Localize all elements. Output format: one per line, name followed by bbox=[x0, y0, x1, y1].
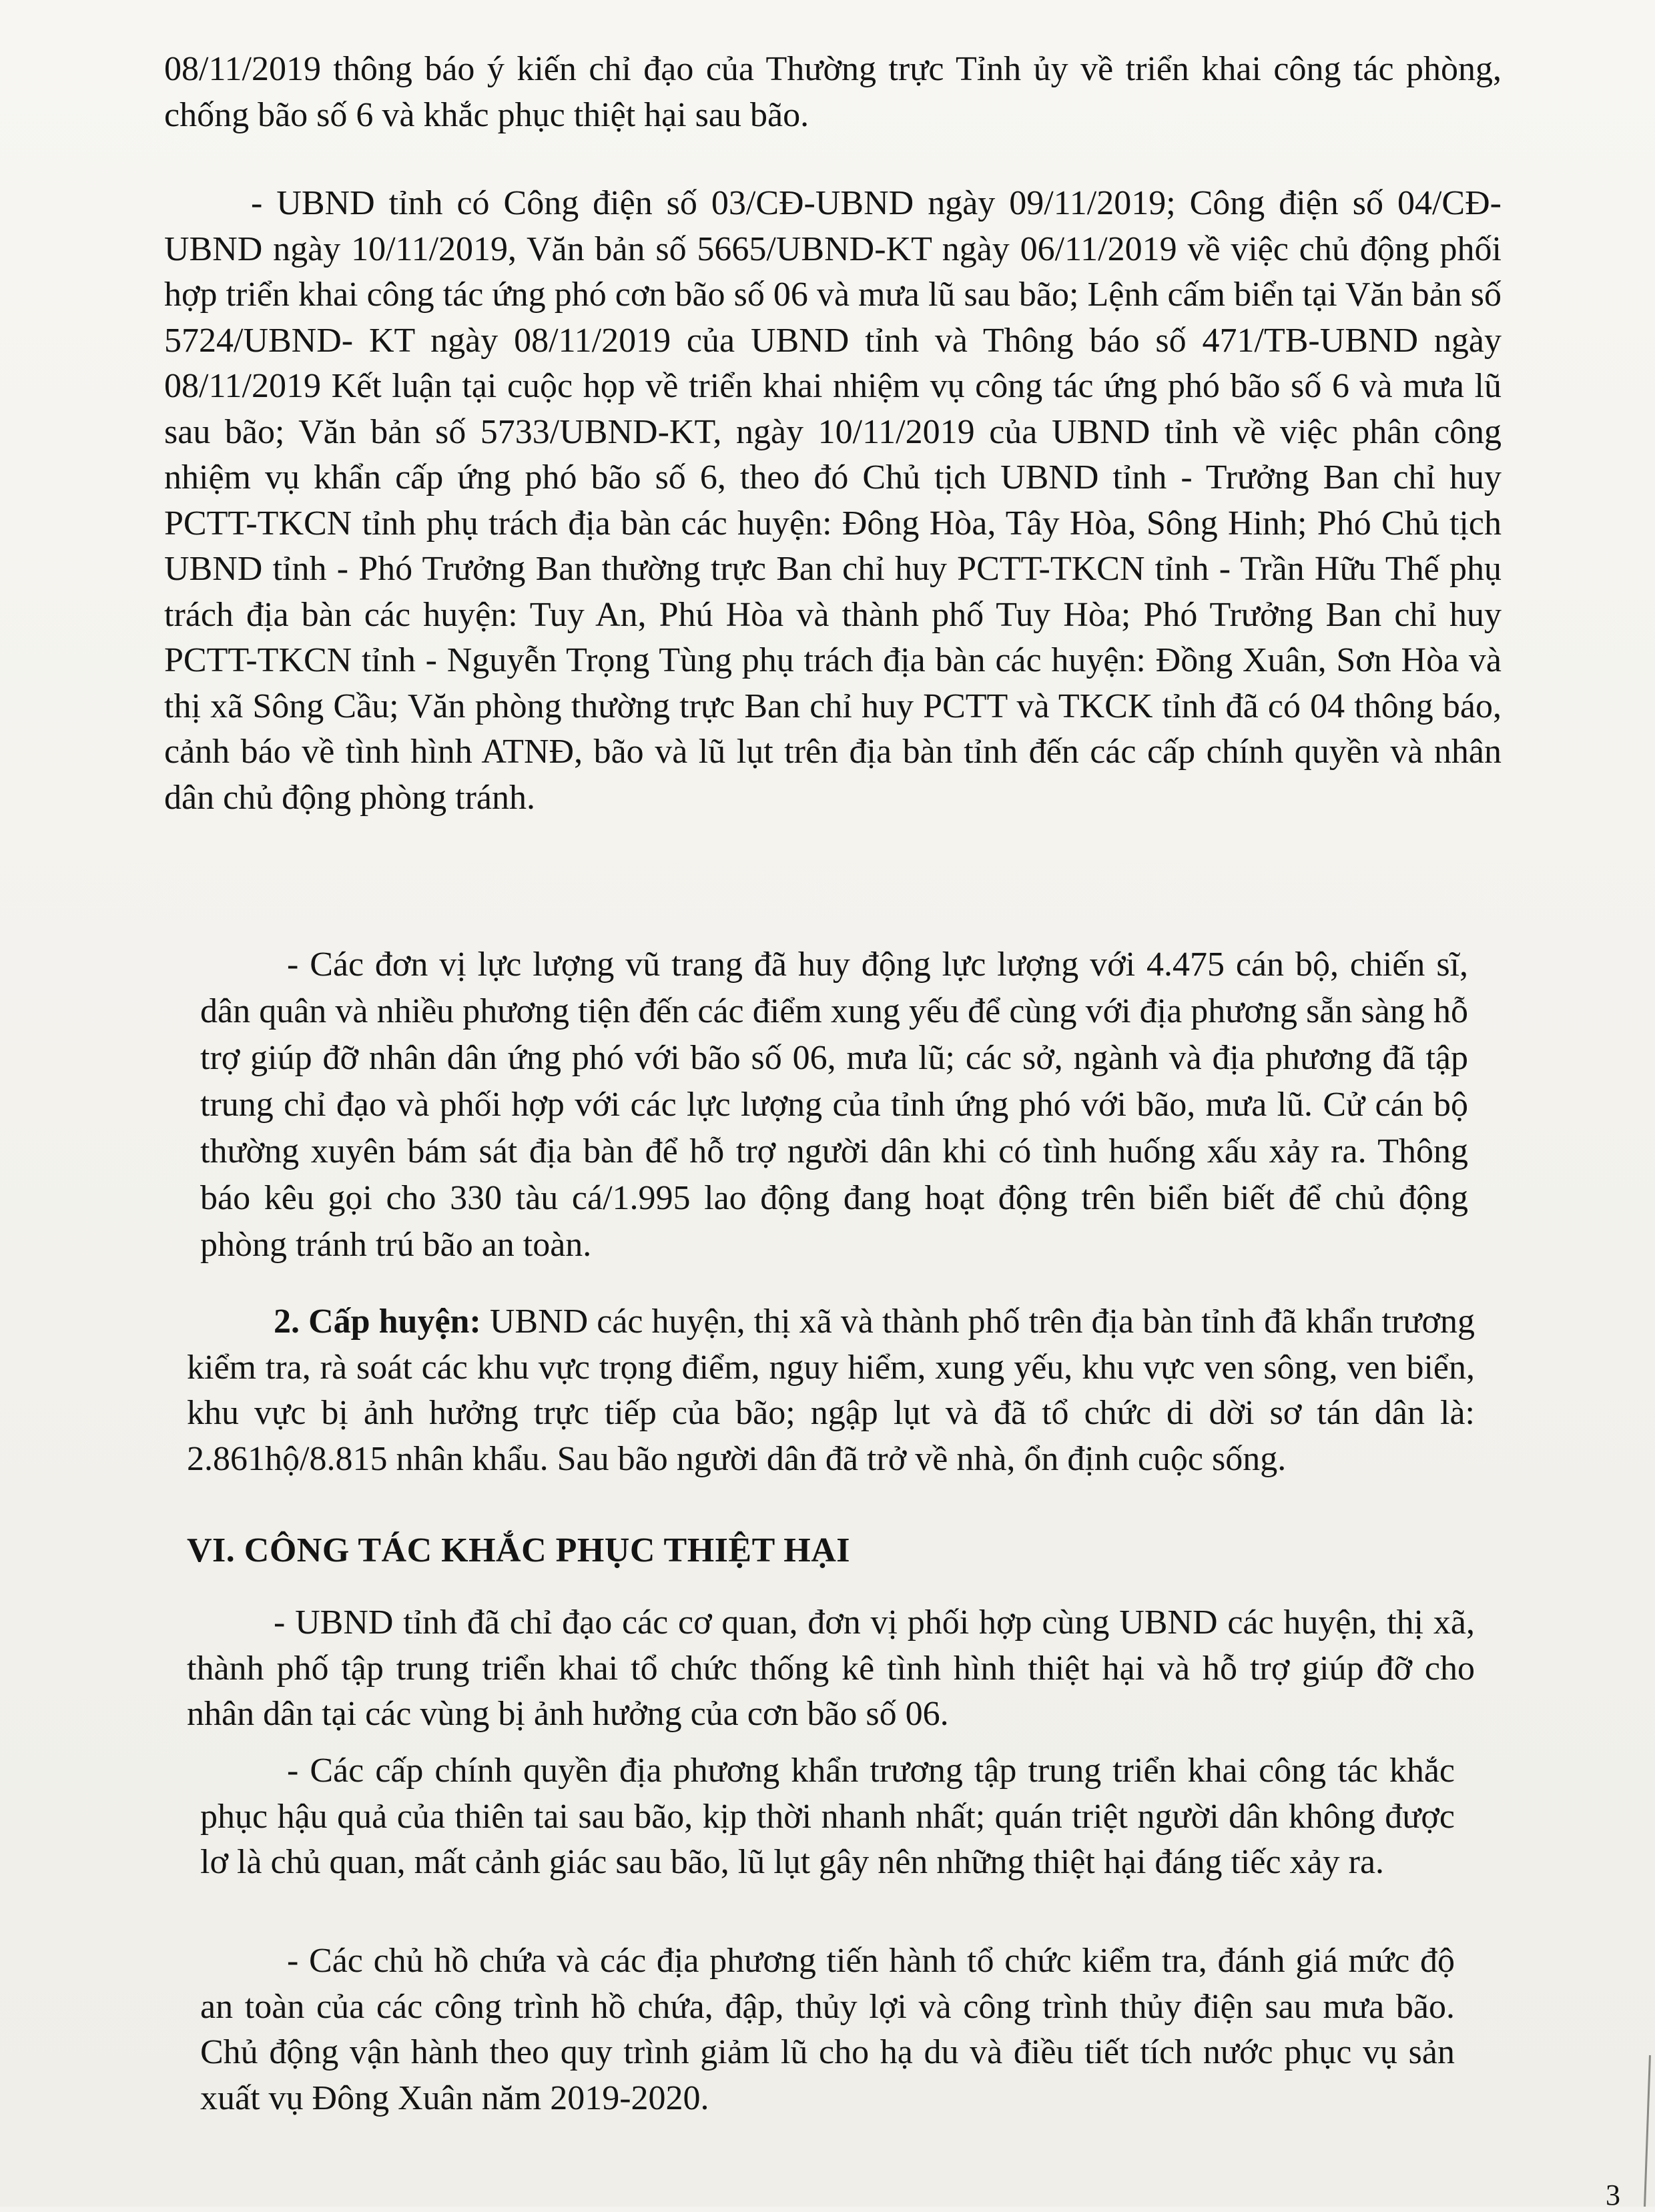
paragraph-text: - Các đơn vị lực lượng vũ trang đã huy động lực lượng với 4.475 cán bộ, chiến sĩ, dân quân và nhiều phương tiện đến các điểm xung yếu để cùng với địa phương sẵn sàng hỗ trợ giúp đỡ nhân dân ứng phó với bão số 06, mưa lũ; các sở, ngành và địa phương đã tập trung chỉ đạo và phối hợp với các lực lượng của tỉnh ứng phó với bão, mưa lũ. Cử cán bộ thường xuyên bám sát địa bàn để hỗ trợ người dân khi có tình huống xấu xảy ra. Thông báo kêu gọi cho 330 tàu cá/1.995 lao động đang hoạt động trên biển biết để chủ động phòng tránh trú bão an toàn. bbox=[200, 946, 1468, 1264]
paragraph-text: 08/11/2019 thông báo ý kiến chỉ đạo của Thường trực Tỉnh ủy về triển khai công tác phòng, chống bão số 6 và khắc phục thiệt hại sau bão. bbox=[164, 50, 1502, 134]
page-number: 3 bbox=[1606, 2179, 1620, 2211]
paragraph-ubnd-directives bbox=[164, 181, 1502, 821]
paragraph-text-wrapper bbox=[200, 942, 1468, 1268]
paragraph-text: - Các cấp chính quyền địa phương khẩn trương tập trung triển khai công tác khắc phục hậu quả của thiên tai sau bão, kịp thời nhanh nhất; quán triệt người dân không được lơ là chủ quan, mất cảnh giác sau bão, lũ lụt gây nên những thiệt hại đáng tiếc xảy ra. bbox=[200, 1752, 1455, 1881]
paragraph-lead-bold: 2. Cấp huyện: bbox=[274, 1303, 481, 1341]
paragraph-text-wrapper bbox=[164, 181, 1502, 821]
paragraph-district-level bbox=[187, 1299, 1475, 1482]
paragraph-text-wrapper bbox=[187, 1600, 1475, 1738]
paragraph-text: - UBND tỉnh có Công điện số 03/CĐ-UBND ngày 09/11/2019; Công điện số 04/CĐ-UBND ngày 10/11/2019, Văn bản số 5665/UBND-KT ngày 06/11/2019 về việc chủ động phối hợp triển khai công tác ứng phó cơn bão số 06 và mưa lũ sau bão; Lệnh cấm biển tại Văn bản số 5724/UBND- KT ngày 08/11/2019 của UBND tỉnh và Thông báo số 471/TB-UBND ngày 08/11/2019 Kết luận tại cuộc họp về triển khai nhiệm vụ công tác ứng phó bão số 6 và mưa lũ sau bão; Văn bản số 5733/UBND-KT, ngày 10/11/2019 của UBND tỉnh về việc phân công nhiệm vụ khẩn cấp ứng phó bão số 6, theo đó Chủ tịch UBND tỉnh - Trưởng Ban chỉ huy PCTT-TKCN tỉnh phụ trách địa bàn các huyện: Đông Hòa, Tây Hòa, Sông Hinh; Phó Chủ tịch UBND tỉnh - Phó Trưởng Ban thường trực Ban chỉ huy PCTT-TKCN tỉnh - Trần Hữu Thế phụ trách địa bàn các huyện: Tuy An, Phú Hòa và thành phố Tuy Hòa; Phó Trưởng Ban chỉ huy PCTT-TKCN tỉnh - Nguyễn Trọng Tùng phụ trách địa bàn các huyện: Đồng Xuân, Sơn Hòa và thị xã Sông Cầu; Văn phòng thường trực Ban chỉ huy PCTT và TKCK tỉnh đã có 04 thông báo, cảnh báo về tình hình ATNĐ, bão và lũ lụt trên địa bàn tỉnh đến các cấp chính quyền và nhân dân chủ động phòng tránh. bbox=[164, 184, 1502, 817]
section-heading: VI. CÔNG TÁC KHẮC PHỤC THIỆT HẠI bbox=[187, 1531, 851, 1569]
paragraph-text-wrapper bbox=[200, 1938, 1455, 2121]
paragraph-armed-forces bbox=[200, 942, 1468, 1268]
paragraph-text: UBND các huyện, thị xã và thành phố trên địa bàn tỉnh đã khẩn trương kiểm tra, rà soát các khu vực trọng điểm, nguy hiểm, xung yếu, khu vực ven sông, ven biển, khu vực bị ảnh hưởng trực tiếp của bão; ngập lụt và đã tổ chức di dời sơ tán dân là: 2.861hộ/8.815 nhân khẩu. Sau bão người dân đã trở về nhà, ổn định cuộc sống. bbox=[187, 1303, 1475, 1478]
paragraph-local-authorities bbox=[200, 1748, 1455, 1886]
paragraph-text-wrapper bbox=[200, 1748, 1455, 1886]
paragraph-text: - Các chủ hồ chứa và các địa phương tiến hành tổ chức kiểm tra, đánh giá mức độ an toàn của các công trình hồ chứa, đập, thủy lợi và công trình thủy điện sau mưa bão. Chủ động vận hành theo quy trình giảm lũ cho hạ du và điều tiết tích nước phục vụ sản xuất vụ Đông Xuân năm 2019-2020. bbox=[200, 1942, 1455, 2117]
paragraph-reservoir-owners bbox=[200, 1938, 1455, 2121]
paragraph-tinh-uy-notice bbox=[164, 47, 1502, 138]
paragraph-damage-statistics bbox=[187, 1600, 1475, 1738]
page-edge-line bbox=[1644, 2055, 1651, 2207]
paragraph-text-wrapper bbox=[187, 1299, 1475, 1482]
paragraph-text: - UBND tỉnh đã chỉ đạo các cơ quan, đơn vị phối hợp cùng UBND các huyện, thị xã, thành phố tập trung triển khai tổ chức thống kê tình hình thiệt hại và hỗ trợ giúp đỡ cho nhân dân tại các vùng bị ảnh hưởng của cơn bão số 06. bbox=[187, 1603, 1475, 1733]
